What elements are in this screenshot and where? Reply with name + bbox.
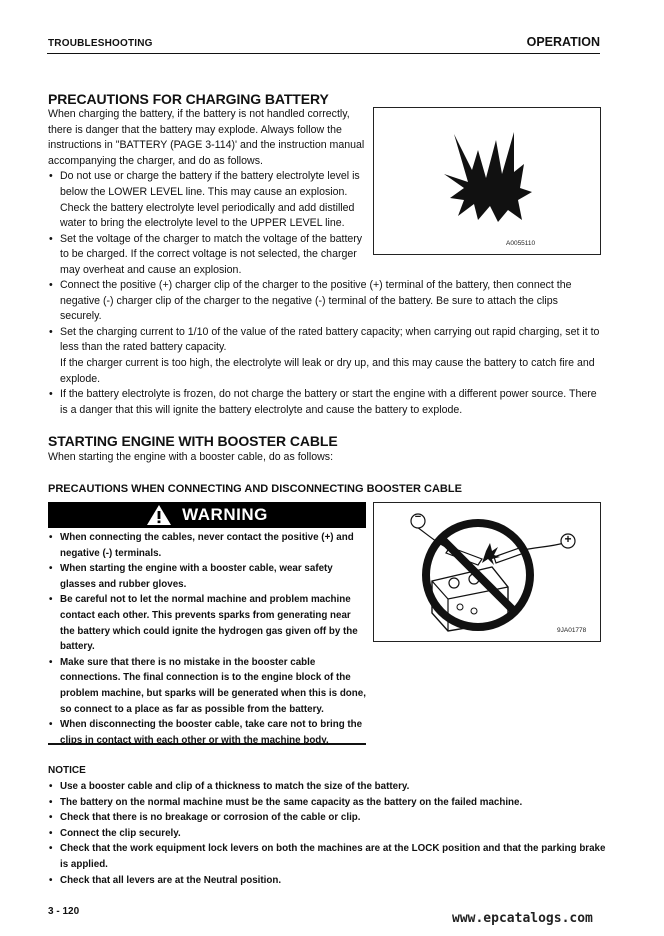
notice-bullet-4: • Connect the clip securely. xyxy=(48,826,608,842)
minus-terminal-label: − xyxy=(414,511,422,523)
watermark-text: www.epcatalogs.com xyxy=(452,911,593,926)
charging-bullets-narrow xyxy=(48,169,368,278)
warning-bottom-rule xyxy=(48,743,366,745)
notice-bullet-5: • Check that the work equipment lock levers on both the machines are at the LOCK position and that the parking brake is applied. xyxy=(48,841,608,872)
charging-intro-block xyxy=(48,107,368,279)
booster-intro: When starting the engine with a booster cable, do as follows: xyxy=(48,451,334,463)
notice-bullet-3: • Check that there is no breakage or corrosion of the cable or clip. xyxy=(48,810,608,826)
charging-bullet-2: • Set the voltage of the charger to match the voltage of the battery to be charged. If the correct voltage is not selected, the charger may overheat and cause an explosion. xyxy=(48,232,368,279)
explosion-figure xyxy=(373,107,601,255)
plus-terminal-label: + xyxy=(564,532,572,546)
warning-bullet-4: • Make sure that there is no mistake in the booster cable connections. The final connection is to the engine block of the problem machine, but sparks will be generated when this is done, so connect to a place as far as possible from the battery. xyxy=(48,655,368,717)
notice-bullet-6: • Check that all levers are at the Neutral position. xyxy=(48,873,608,889)
header-section-label: TROUBLESHOOTING xyxy=(48,38,153,49)
section-title-booster: STARTING ENGINE WITH BOOSTER CABLE xyxy=(48,433,338,449)
charging-bullet-4-main: Set the charging current to 1/10 of the value of the rated battery capacity; when carrying out rapid charging, set it to less than the rated battery capacity. xyxy=(60,325,600,354)
booster-cable-figure xyxy=(373,502,601,642)
notice-title: NOTICE xyxy=(48,765,86,776)
notice-bullet-2: • The battery on the normal machine must be the same capacity as the battery on the failed machine. xyxy=(48,795,608,811)
notice-bullets-block xyxy=(48,779,608,888)
section-title-charging: PRECAUTIONS FOR CHARGING BATTERY xyxy=(48,91,329,107)
page-number: 3 - 120 xyxy=(48,906,80,917)
charging-bullet-4 xyxy=(48,325,601,387)
warning-bullet-3: • Be careful not to let the normal machine and problem machine contact each other. This prevents sparks from generating near the battery which could ignite the hydrogen gas given off by the battery. xyxy=(48,592,368,654)
explosion-figure-code: A0055110 xyxy=(506,240,536,247)
warning-label: WARNING xyxy=(182,505,268,524)
header-divider xyxy=(47,53,600,54)
warning-bullet-5: • When disconnecting the booster cable, take care not to bring the clips in contact with each other or with the machine body. xyxy=(48,717,368,748)
warning-bullets xyxy=(48,530,368,748)
charging-bullet-1: • Do not use or charge the battery if the battery electrolyte level is below the LOWER LEVEL line. This may cause an explosion. Check the battery electrolyte level periodically and add distilled water to bring the electrolyte level to the UPPER LEVEL line. xyxy=(48,169,368,231)
charging-bullets-wide-block xyxy=(48,278,601,418)
charging-bullet-5: • If the battery electrolyte is frozen, do not charge the battery or start the engine with a different power source. There is a danger that this will ignite the battery electrolyte and cause the battery to explode. xyxy=(48,387,601,418)
warning-banner xyxy=(48,502,366,528)
explosion-icon xyxy=(374,108,600,254)
charging-intro: When charging the battery, if the battery is not handled correctly, there is danger that the battery may explode. Always follow the instructions in "BATTERY (PAGE 3-114)' and the instruction manual accompanying the charger, and do as follows. xyxy=(48,108,365,167)
warning-triangle-icon xyxy=(146,504,172,526)
notice-bullets xyxy=(48,779,608,888)
notice-bullet-1: • Use a booster cable and clip of a thickness to match the size of the battery. xyxy=(48,779,608,795)
warning-bullet-1: • When connecting the cables, never contact the positive (+) and negative (-) terminals. xyxy=(48,530,368,561)
charging-bullet-3: • Connect the positive (+) charger clip of the charger to the positive (+) terminal of the battery, then connect the negative (-) charger clip of the charger to the negative (-) terminal of the battery. Be sure to attach the clips securely. xyxy=(48,278,601,325)
warning-bullets-block xyxy=(48,530,368,748)
battery-prohibited-icon xyxy=(374,503,600,641)
charging-bullets-wide xyxy=(48,278,601,418)
warning-bullet-2: • When starting the engine with a booster cable, wear safety glasses and rubber gloves. xyxy=(48,561,368,592)
charging-bullet-4-extra: If the charger current is too high, the electrolyte will leak or dry up, and this may cause the battery to catch fire and explode. xyxy=(60,356,595,385)
booster-figure-code: 9JA01778 xyxy=(557,627,587,634)
section-title-connecting: PRECAUTIONS WHEN CONNECTING AND DISCONNECTING BOOSTER CABLE xyxy=(48,483,462,495)
header-chapter-label: OPERATION xyxy=(526,35,600,49)
